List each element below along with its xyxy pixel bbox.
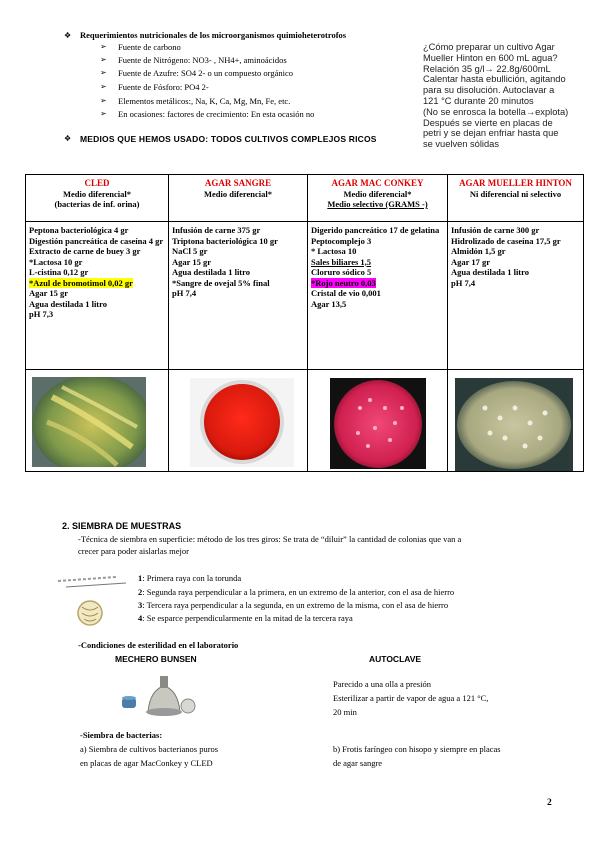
arrow-bullet-icon: ➢ xyxy=(100,109,107,118)
section-title-siembra: 2. SIEMBRA DE MUESTRAS xyxy=(62,521,182,531)
step-text: : Se esparce perpendicularmente en la mitad de la tercera raya xyxy=(142,613,353,623)
arrow-bullet-icon: ➢ xyxy=(100,55,107,64)
ingredient: NaCl 5 gr xyxy=(172,246,208,256)
ingredient: Sales biliares 1,5 xyxy=(311,256,372,267)
ingredient: Peptona bacteriológica 4 gr xyxy=(29,225,129,235)
bunsen-burner-image xyxy=(120,672,200,718)
step-number: 1 xyxy=(138,573,143,583)
medium-type: Medio diferencial* xyxy=(203,188,273,199)
ingredient: Digestión pancreática de caseína 4 gr xyxy=(29,235,164,246)
mueller-hinton-plate-image xyxy=(455,378,573,471)
ingredient: * Lactosa 10 xyxy=(311,246,357,256)
bacteria-sowing-title: -Siembra de bacterias: xyxy=(80,730,163,740)
ingredient: Peptocomplejo 3 xyxy=(311,235,372,246)
note-line: Mueller Hinton en 600 mL agua? xyxy=(423,52,558,63)
requirement-item: Fuente de carbono xyxy=(118,42,181,52)
sowing-option-b: b) Frotis faríngeo con hisopo y siempre en placas xyxy=(333,744,501,754)
bullet-diamond-icon: ❖ xyxy=(64,31,72,40)
cled-composition xyxy=(26,222,169,370)
ingredient-highlighted: *Azul de bromotimol 0,02 gr xyxy=(29,277,133,288)
ingredient: pH 7,4 xyxy=(172,288,197,298)
requirements-title: Requerimientos nutricionales de los microorganismos quimioheterotrofos xyxy=(80,30,347,40)
ingredient: Digerido pancreático 17 de gelatina xyxy=(311,225,440,235)
arrow-bullet-icon: ➢ xyxy=(100,68,107,77)
ingredient: pH 7,4 xyxy=(451,277,476,288)
ingredient: Cristal de vio 0,001 xyxy=(311,288,381,298)
mueller-composition xyxy=(448,222,584,370)
ingredient: Agua destilada 1 litro xyxy=(451,267,530,277)
sangre-composition xyxy=(169,222,308,370)
medium-type: Medio diferencial* xyxy=(62,188,132,199)
page-number: 2 xyxy=(547,798,552,808)
ingredient: Almidón 1,5 gr xyxy=(451,246,506,256)
cled-plate-image xyxy=(32,377,146,467)
media-section-title: MEDIOS QUE HEMOS USADO: TODOS CULTIVOS COMPLEJOS RICOS xyxy=(80,134,377,144)
ingredient: pH 7,3 xyxy=(29,309,54,319)
requirement-item: En ocasiones: factores de crecimiento: En esta ocasión no xyxy=(118,109,315,119)
ingredient: Agar 13,5 xyxy=(311,298,347,309)
note-line: Después se vierte en placas de xyxy=(423,117,553,128)
requirement-item: Fuente de Azufre: SO4 2- o un compuesto orgánico xyxy=(118,68,294,78)
arrow-bullet-icon: ➢ xyxy=(100,96,107,105)
step-text: : Segunda raya perpendicular a la primera, en un extremo de la anterior, con el asa de hierro xyxy=(142,587,455,597)
medium-type: Medio diferencial* xyxy=(343,188,412,199)
note-line: ¿Cómo preparar un cultivo Agar xyxy=(423,42,555,52)
medium-note: (bacterias de inf. orina) xyxy=(54,199,140,209)
ingredient: Infusión de carne 375 gr xyxy=(172,225,261,235)
medium-name: CLED xyxy=(84,178,110,188)
agar-preparation-note xyxy=(423,42,588,150)
note-line: (No se enrosca la botella→explota) xyxy=(423,106,569,117)
sterility-title: -Condiciones de esterilidad en el laboratorio xyxy=(78,640,239,650)
ingredient: Agar 15 gr xyxy=(29,288,69,298)
medium-name: AGAR MAC CONKEY xyxy=(331,178,424,188)
bullet-diamond-icon: ❖ xyxy=(64,134,72,143)
mechero-bunsen-label: MECHERO BUNSEN xyxy=(115,654,197,664)
medium-type: Ni diferencial ni selectivo xyxy=(469,188,562,199)
requirement-item: Elementos metálicos:, Na, K, Ca, Mg, Mn, Fe, etc. xyxy=(118,96,291,106)
sowing-option-a: a) Siembra de cultivos bacterianos puros xyxy=(80,744,219,754)
medium-name: AGAR MUELLER HINTON xyxy=(459,178,572,188)
autoclave-desc: Esterilizar a partir de vapor de agua a 121 °C, xyxy=(333,693,489,703)
step-number: 2 xyxy=(138,587,143,597)
streak-method-illustration xyxy=(56,567,136,627)
macconkey-plate-image xyxy=(330,378,426,469)
step-text: : Primera raya con la torunda xyxy=(142,573,242,583)
note-line: Calentar hasta ebullición, agitando xyxy=(423,74,566,85)
autoclave-label: AUTOCLAVE xyxy=(369,654,422,664)
macconkey-composition xyxy=(308,222,448,370)
note-line: para su disolución. Autoclavar a xyxy=(423,85,555,96)
sowing-option-b: de agar sangre xyxy=(333,758,383,768)
requirement-item: Fuente de Fósforo: PO4 2- xyxy=(118,82,209,92)
header-agar-sangre xyxy=(169,175,308,222)
technique-line: -Técnica de siembra en superficie: método de los tres giros: Se trata de “diluir” la cantidad de colonias que van a xyxy=(78,534,462,544)
note-line: Relación 35 g/l→ 22.8g/600mL xyxy=(423,63,551,74)
header-agar-mueller-hinton xyxy=(448,175,584,222)
ingredient: Extracto de carne de buey 3 gr xyxy=(29,246,141,256)
technique-line: crecer para poder aislarlas mejor xyxy=(78,546,189,556)
note-line: petri y se dejan enfriar hasta que xyxy=(423,128,559,139)
header-cled xyxy=(26,175,169,222)
streak-step xyxy=(138,587,454,598)
ingredient: Hidrolizado de caseína 17,5 gr xyxy=(451,235,561,246)
ingredient-highlighted: *Rojo neutro 0,03 xyxy=(311,277,376,288)
arrow-bullet-icon: ➢ xyxy=(100,42,107,51)
ingredient: Agar 17 gr xyxy=(451,256,491,267)
ingredient: Infusión de carne 300 gr xyxy=(451,225,540,235)
step-number: 3 xyxy=(138,600,143,610)
ingredient: *Sangre de ovejal 5% final xyxy=(172,277,270,288)
step-text: : Tercera raya perpendicular a la segunda, en un extremo de la misma, con el asa de hierro xyxy=(142,600,449,610)
ingredient: Agua destilada 1 litro xyxy=(172,267,251,277)
streak-step xyxy=(138,613,353,624)
ingredient: *Lactosa 10 gr xyxy=(29,256,83,267)
medium-note: Medio selectivo (GRAMS -) xyxy=(327,199,428,209)
streak-step xyxy=(138,600,448,611)
header-agar-macconkey xyxy=(308,175,448,222)
autoclave-desc: Parecido a una olla a presión xyxy=(333,679,431,689)
arrow-bullet-icon: ➢ xyxy=(100,82,107,91)
sowing-option-a: en placas de agar MacConkey y CLED xyxy=(80,758,213,768)
autoclave-desc: 20 min xyxy=(333,707,357,717)
medium-name: AGAR SANGRE xyxy=(204,178,272,188)
requirement-item: Fuente de Nitrógeno: NO3- , NH4+, aminoácidos xyxy=(118,55,287,65)
step-number: 4 xyxy=(138,613,143,623)
streak-step xyxy=(138,573,241,584)
note-line: se vuelven sólidas xyxy=(423,139,499,150)
ingredient: Triptona bacteriológica 10 gr xyxy=(172,235,278,246)
ingredient: Cloruro sódico 5 xyxy=(311,267,372,277)
note-line: 121 °C durante 20 minutos xyxy=(423,95,534,106)
ingredient: Agua destilada 1 litro xyxy=(29,298,108,309)
agar-sangre-plate-image xyxy=(190,378,294,467)
ingredient: L-cistina 0,12 gr xyxy=(29,267,89,277)
ingredient: Agar 15 gr xyxy=(172,256,212,267)
